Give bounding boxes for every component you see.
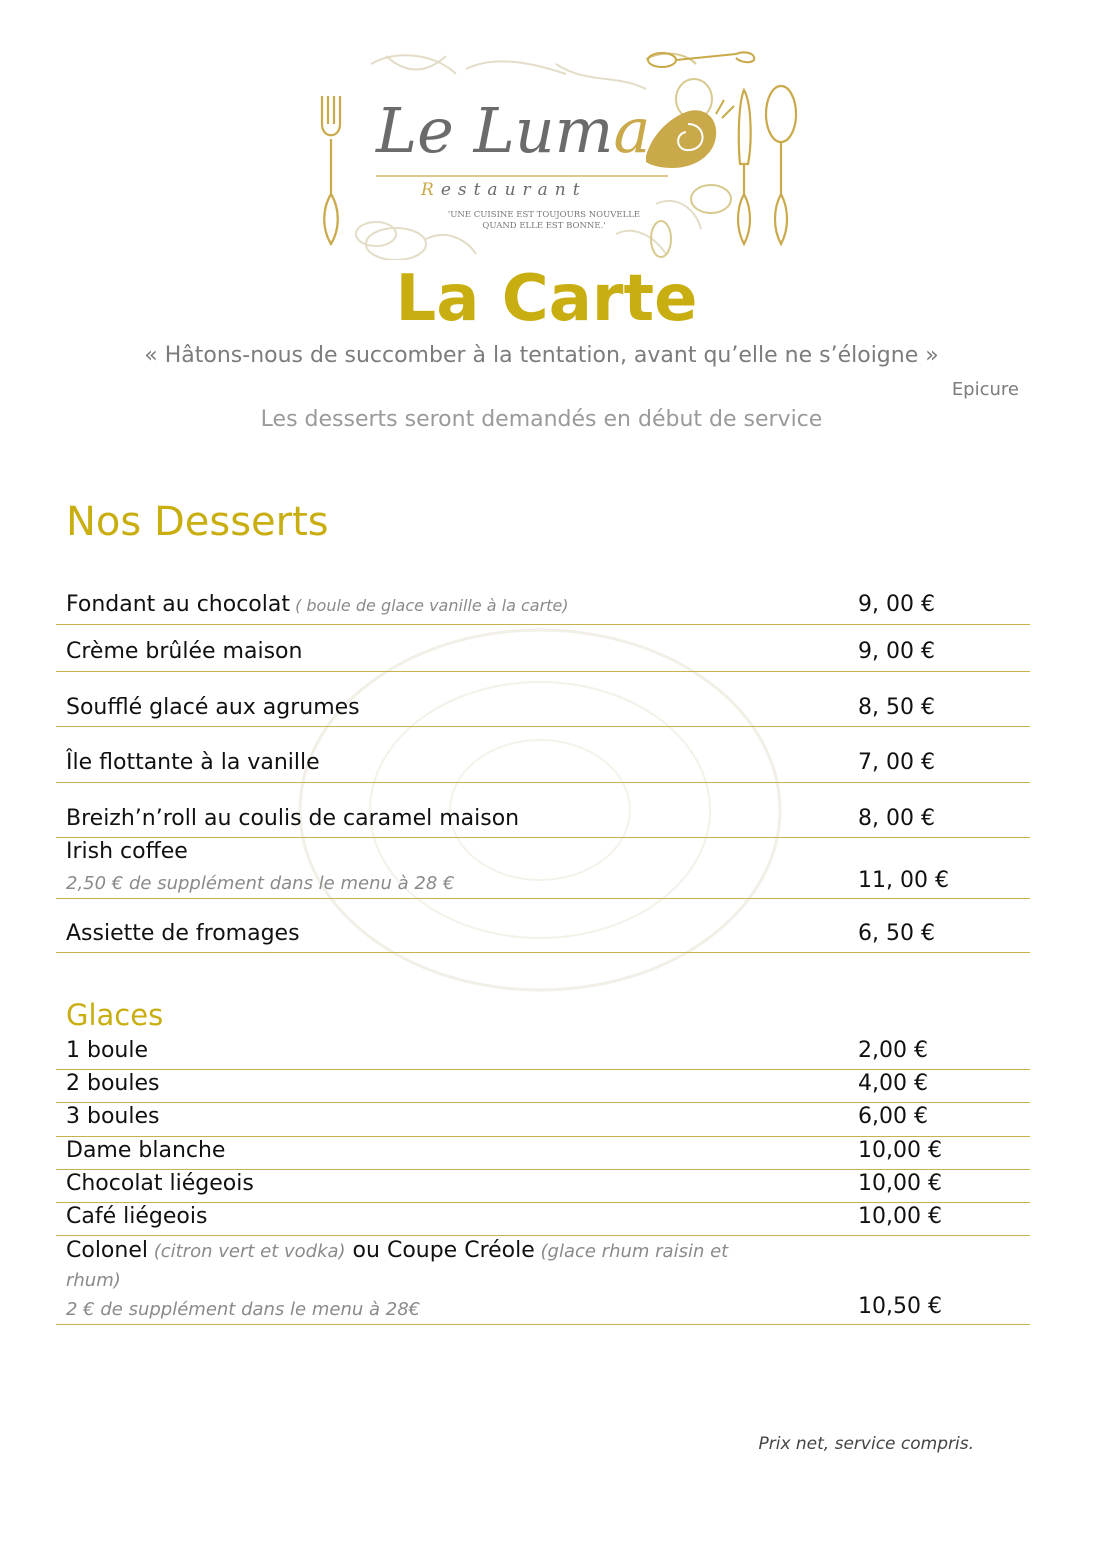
dish-name: Dame blanche [66,1138,226,1163]
dish-price: 9, 00 € [858,639,935,664]
dish-price: 10,50 € [858,1294,942,1319]
menu-row [56,801,1030,838]
knife-icon [738,90,751,244]
dish-name: Café liégeois [66,1204,208,1229]
menu-row [56,838,1030,899]
snail-icon [646,100,734,168]
dish-name: 3 boules [66,1104,160,1129]
dish-supplement-note: 2 € de supplément dans le menu à 28€ [66,1299,421,1320]
menu-row [56,1137,1030,1170]
desserts-heading: Nos Desserts [66,499,329,545]
dish-price: 6, 50 € [858,921,935,946]
dish-price: 6,00 € [858,1104,928,1129]
menu-row [56,1170,1030,1203]
dish-label: Colonel [66,1238,148,1263]
dish-name: Assiette de fromages [66,921,300,946]
spoon-icon [766,86,796,244]
dish-price: 11, 00 € [858,868,949,893]
dish-name: 1 boule [66,1038,149,1063]
menu-row [56,1103,1030,1137]
logo-subtitle-accent: R [421,180,441,200]
dish-name: Chocolat liégeois [66,1171,254,1196]
logo-subtitle [421,180,587,200]
dish-price: 10,00 € [858,1171,942,1196]
menu-row [56,1236,1030,1325]
fork-icon [322,96,340,244]
dish-name [66,1238,728,1263]
menu-row [56,590,1030,625]
menu-row [56,1037,1030,1070]
dish-price: 8, 50 € [858,695,935,720]
dish-supplement-note: 2,50 € de supplément dans le menu à 28 € [66,873,455,894]
dish-label-alt: ou Coupe Créole [345,1238,535,1263]
glaces-heading: Glaces [66,998,164,1032]
dish-name: Crème brûlée maison [66,639,303,664]
dish-name: Soufflé glacé aux agrumes [66,695,360,720]
logo-name-accent: a [613,94,651,167]
dish-price: 7, 00 € [858,750,935,775]
dish-price: 4,00 € [858,1071,928,1096]
footer-note: Prix net, service compris. [758,1434,974,1454]
dish-price: 10,00 € [858,1204,942,1229]
logo-name-main: Le Lum [376,94,614,167]
menu-row [56,690,1030,727]
menu-row [56,1203,1030,1236]
dish-label: Fondant au chocolat [66,592,290,617]
menu-row [56,745,1030,783]
menu-row [56,636,1030,672]
dish-note: (citron vert et vodka) [147,1241,346,1262]
logo-subtitle-rest: estaurant [440,180,587,200]
dish-note-alt: (glace rhum raisin et [534,1241,729,1262]
dish-price: 2,00 € [858,1038,928,1063]
dish-note: ( boule de glace vanille à la carte) [289,596,569,615]
dish-name [66,592,569,617]
dish-price: 10,00 € [858,1138,942,1163]
logo-tagline: 'UNE CUISINE EST TOUJOURS NOUVELLE QUAND ELLE EST BONNE.' [447,210,641,231]
dish-name: Breizh’n’roll au coulis de caramel maison [66,806,520,831]
dish-name: 2 boules [66,1071,160,1096]
restaurant-logo [316,44,804,260]
dish-price: 9, 00 € [858,592,935,617]
dish-name: Île flottante à la vanille [66,750,320,775]
menu-row [56,1070,1030,1103]
dish-price: 8, 00 € [858,806,935,831]
page-title: La Carte [395,262,698,336]
dish-note-continued: rhum) [66,1270,121,1291]
quote: « Hâtons-nous de succomber à la tentation, avant qu’elle ne s’éloigne » [144,343,939,368]
dish-name: Irish coffee [66,839,188,864]
menu-row [56,918,1030,953]
logo-name [376,94,650,167]
service-notice: Les desserts seront demandés en début de service [260,407,823,432]
quote-author: Epicure [951,379,1019,400]
